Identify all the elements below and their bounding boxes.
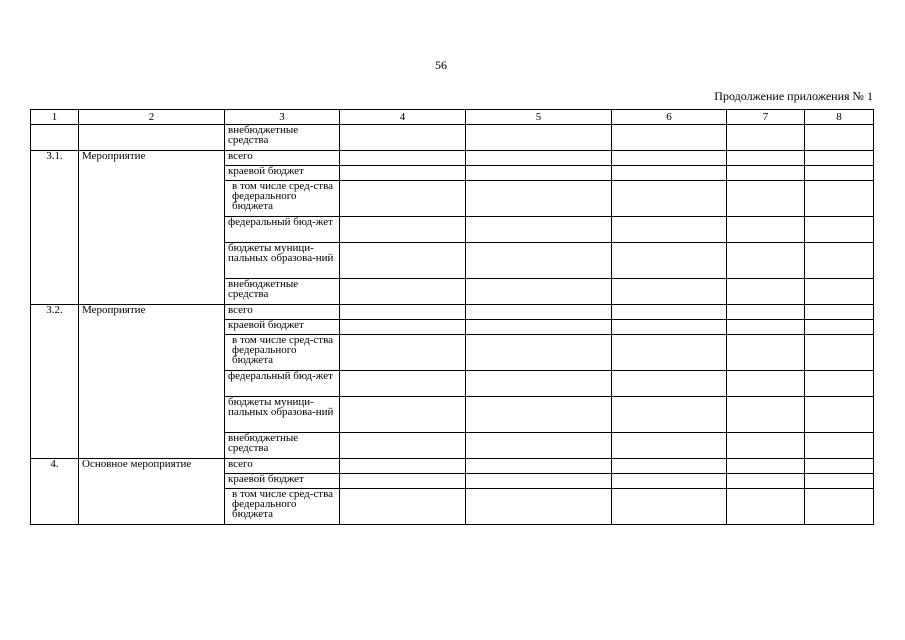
value-cell-col-8 [805, 371, 874, 397]
value-cell-col-6 [612, 320, 727, 335]
value-cell-col-6 [612, 397, 727, 433]
value-cell-col-4 [340, 125, 466, 151]
value-cell-col-5 [466, 474, 612, 489]
column-header: 4 [340, 110, 466, 125]
value-cell-col-6 [612, 433, 727, 459]
value-cell-col-7 [727, 305, 805, 320]
column-header: 7 [727, 110, 805, 125]
page-number: 56 [435, 58, 447, 72]
appendix-continuation-caption: Продолжение приложения № 1 [714, 89, 873, 103]
value-cell-col-8 [805, 166, 874, 181]
value-cell-col-8 [805, 243, 874, 279]
funding-source-cell: в том числе сред-ства федерального бюджета [225, 181, 340, 217]
value-cell-col-4 [340, 320, 466, 335]
column-header: 2 [79, 110, 225, 125]
value-cell-col-7 [727, 397, 805, 433]
value-cell-col-7 [727, 125, 805, 151]
value-cell-col-6 [612, 217, 727, 243]
value-cell-col-8 [805, 125, 874, 151]
value-cell-col-7 [727, 151, 805, 166]
value-cell-col-5 [466, 320, 612, 335]
column-header: 5 [466, 110, 612, 125]
value-cell-col-7 [727, 433, 805, 459]
value-cell-col-4 [340, 397, 466, 433]
value-cell-col-5 [466, 371, 612, 397]
value-cell-col-5 [466, 305, 612, 320]
value-cell-col-7 [727, 166, 805, 181]
value-cell-col-6 [612, 459, 727, 474]
value-cell-col-7 [727, 371, 805, 397]
value-cell-col-4 [340, 489, 466, 525]
value-cell-col-8 [805, 474, 874, 489]
funding-source-cell: всего [225, 459, 340, 474]
value-cell-col-8 [805, 335, 874, 371]
value-cell-col-7 [727, 489, 805, 525]
funding-source-cell: краевой бюджет [225, 320, 340, 335]
value-cell-col-7 [727, 279, 805, 305]
value-cell-col-7 [727, 335, 805, 371]
value-cell-col-8 [805, 489, 874, 525]
value-cell-col-4 [340, 151, 466, 166]
value-cell-col-4 [340, 181, 466, 217]
value-cell-col-7 [727, 474, 805, 489]
column-header: 1 [31, 110, 79, 125]
funding-source-cell: бюджеты муници-пальных образова-ний [225, 243, 340, 279]
value-cell-col-4 [340, 371, 466, 397]
value-cell-col-6 [612, 243, 727, 279]
item-name-cell: Мероприятие [79, 305, 225, 459]
item-number-cell: 4. [31, 459, 79, 525]
value-cell-col-8 [805, 217, 874, 243]
item-number-cell: 3.2. [31, 305, 79, 459]
value-cell-col-4 [340, 217, 466, 243]
value-cell-col-8 [805, 279, 874, 305]
value-cell-col-6 [612, 181, 727, 217]
value-cell-col-6 [612, 474, 727, 489]
funding-source-cell: краевой бюджет [225, 166, 340, 181]
value-cell-col-5 [466, 181, 612, 217]
funding-source-cell: внебюджетные средства [225, 125, 340, 151]
value-cell-col-8 [805, 397, 874, 433]
value-cell-col-8 [805, 151, 874, 166]
value-cell-col-8 [805, 181, 874, 217]
table-row [31, 125, 874, 151]
table-row [31, 151, 874, 166]
column-header: 8 [805, 110, 874, 125]
value-cell-col-5 [466, 459, 612, 474]
funding-source-cell: краевой бюджет [225, 474, 340, 489]
value-cell-col-6 [612, 166, 727, 181]
item-name-cell [79, 125, 225, 151]
value-cell-col-6 [612, 335, 727, 371]
table-header-row [31, 110, 874, 125]
funding-source-cell: бюджеты муници-пальных образова-ний [225, 397, 340, 433]
value-cell-col-6 [612, 305, 727, 320]
value-cell-col-5 [466, 433, 612, 459]
funding-source-cell: внебюджетные средства [225, 433, 340, 459]
budget-table [30, 109, 874, 525]
value-cell-col-5 [466, 279, 612, 305]
column-header: 6 [612, 110, 727, 125]
value-cell-col-4 [340, 335, 466, 371]
value-cell-col-7 [727, 217, 805, 243]
value-cell-col-8 [805, 459, 874, 474]
value-cell-col-5 [466, 489, 612, 525]
funding-source-cell: в том числе сред-ства федерального бюджета [225, 489, 340, 525]
value-cell-col-4 [340, 459, 466, 474]
value-cell-col-5 [466, 397, 612, 433]
value-cell-col-5 [466, 151, 612, 166]
value-cell-col-5 [466, 217, 612, 243]
value-cell-col-4 [340, 474, 466, 489]
value-cell-col-6 [612, 279, 727, 305]
table-row [31, 459, 874, 474]
value-cell-col-8 [805, 433, 874, 459]
value-cell-col-4 [340, 433, 466, 459]
value-cell-col-5 [466, 243, 612, 279]
value-cell-col-5 [466, 166, 612, 181]
item-name-cell: Основное мероприятие [79, 459, 225, 525]
value-cell-col-8 [805, 305, 874, 320]
value-cell-col-6 [612, 125, 727, 151]
value-cell-col-4 [340, 279, 466, 305]
value-cell-col-7 [727, 320, 805, 335]
item-number-cell: 3.1. [31, 151, 79, 305]
value-cell-col-7 [727, 181, 805, 217]
value-cell-col-4 [340, 243, 466, 279]
value-cell-col-4 [340, 305, 466, 320]
value-cell-col-7 [727, 459, 805, 474]
value-cell-col-6 [612, 151, 727, 166]
funding-source-cell: всего [225, 151, 340, 166]
value-cell-col-5 [466, 125, 612, 151]
column-header: 3 [225, 110, 340, 125]
value-cell-col-6 [612, 371, 727, 397]
funding-source-cell: в том числе сред-ства федерального бюджета [225, 335, 340, 371]
funding-source-cell: федеральный бюд-жет [225, 371, 340, 397]
value-cell-col-5 [466, 335, 612, 371]
table-row [31, 305, 874, 320]
funding-source-cell: федеральный бюд-жет [225, 217, 340, 243]
value-cell-col-7 [727, 243, 805, 279]
funding-source-cell: всего [225, 305, 340, 320]
value-cell-col-4 [340, 166, 466, 181]
item-number-cell [31, 125, 79, 151]
item-name-cell: Мероприятие [79, 151, 225, 305]
value-cell-col-6 [612, 489, 727, 525]
funding-source-cell: внебюджетные средства [225, 279, 340, 305]
value-cell-col-8 [805, 320, 874, 335]
